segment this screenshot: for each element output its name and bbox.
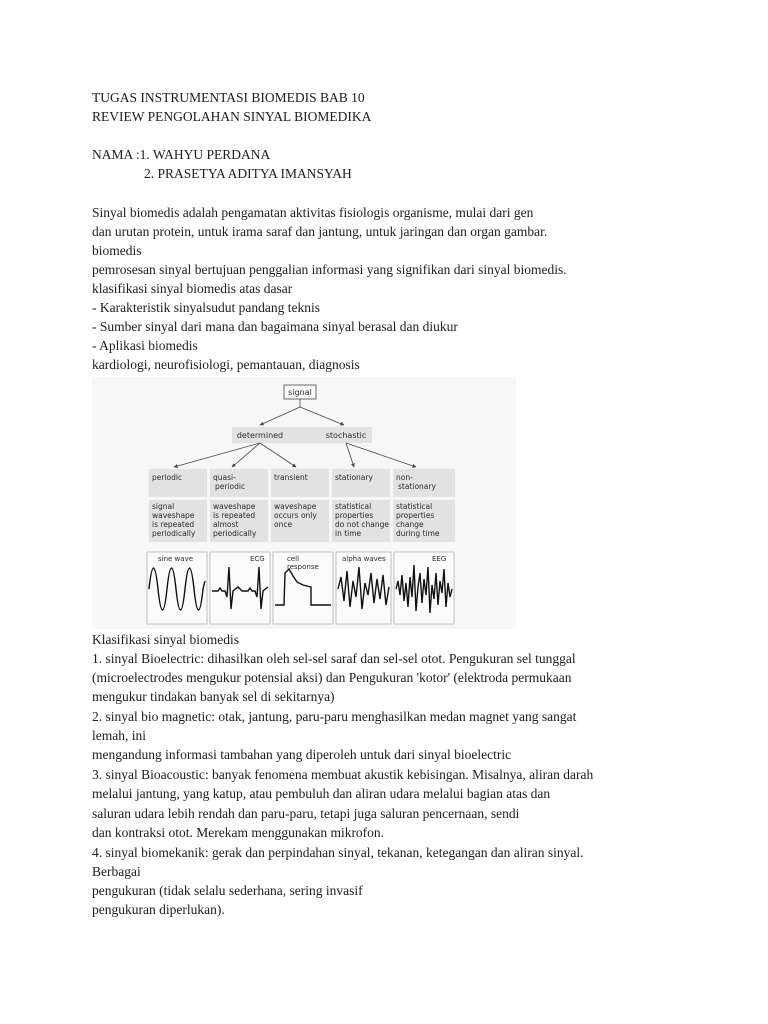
description-text: during time [396, 529, 440, 538]
author-name-2: 2. PRASETYA ADITYA IMANSYAH [144, 166, 352, 181]
connector-arrow [260, 443, 296, 467]
doc-title-line-2: REVIEW PENGOLAHAN SINYAL BIOMEDIKA [92, 109, 372, 124]
description-text: statistical [396, 502, 433, 511]
description-text: do not change [335, 520, 390, 529]
connector-arrow [346, 443, 416, 467]
description-text: properties [335, 511, 374, 520]
connector-arrow [260, 407, 300, 425]
body-heading: Klasifikasi sinyal biomedis [92, 632, 239, 647]
body-line: mengukur tindakan banyak sel di sekitarnya) [92, 689, 335, 704]
intro-line: biomedis [92, 243, 142, 258]
doc-title-line-1: TUGAS INSTRUMENTASI BIOMEDIS BAB 10 [92, 90, 365, 105]
waveform-label: response [287, 563, 319, 571]
description-text: is repeated [152, 520, 195, 529]
waveform-label: alpha waves [342, 555, 386, 563]
intro-line: - Sumber sinyal dari mana dan bagaimana sinyal berasal dan diukur [92, 319, 458, 334]
description-text: change [396, 520, 424, 529]
waveform-label: ECG [250, 555, 265, 563]
intro-line: pemrosesan sinyal bertujuan penggalian informasi yang signifikan dari sinyal biomedis. [92, 262, 567, 277]
waveform-label: EEG [432, 555, 447, 563]
intro-line: - Aplikasi biomedis [92, 338, 198, 353]
body-line: (microelectrodes mengukur potensial aksi) dan Pengukuran 'kotor' (elektroda permukaan [92, 670, 572, 685]
description-text: properties [396, 511, 435, 520]
signal-classification-diagram [92, 377, 516, 629]
description-text: in time [335, 529, 362, 538]
waveform-label: cell [287, 555, 300, 563]
description-text: waveshape [213, 502, 256, 511]
determined-label: determined [236, 431, 284, 440]
category-periodic-label: periodic [152, 473, 183, 482]
intro-line: klasifikasi sinyal biomedis atas dasar [92, 281, 293, 296]
description-text: once [274, 520, 293, 529]
description-text: periodically [152, 529, 196, 538]
description-text: waveshape [152, 511, 195, 520]
stochastic-label: stochastic [325, 431, 367, 440]
description-text: periodically [213, 529, 257, 538]
signal-root-label: signal [288, 388, 312, 397]
connector-arrow [300, 407, 344, 425]
intro-line: Sinyal biomedis adalah pengamatan aktivitas fisiologis organisme, mulai dari gen [92, 205, 534, 220]
signal-classification-figure [92, 377, 516, 629]
description-text: statistical [335, 502, 372, 511]
category-stationary-label: stationary [335, 473, 373, 482]
body-line: 2. sinyal bio magnetic: otak, jantung, paru-paru menghasilkan medan magnet yang sangat [92, 709, 577, 724]
body-line: lemah, ini [92, 728, 146, 743]
body-line: mengandung informasi tambahan yang diperoleh untuk dari sinyal bioelectric [92, 747, 512, 762]
body-line: Berbagai [92, 864, 141, 879]
intro-line: - Karakteristik sinyalsudut pandang teknis [92, 300, 320, 315]
body-line: melalui jantung, yang katup, atau pembuluh dan aliran udara melalui bagian atas dan [92, 786, 551, 801]
category-non-stationary-label: stationary [398, 482, 436, 491]
connector-arrow [174, 443, 260, 467]
body-line: saluran udara lebih rendah dan paru-paru, tetapi juga saluran pencernaan, sendi [92, 806, 520, 821]
waveform-label: sine wave [158, 555, 194, 563]
body-line: pengukuran diperlukan). [92, 902, 225, 917]
author-name-1: NAMA :1. WAHYU PERDANA [92, 147, 271, 162]
connector-arrow [346, 443, 354, 467]
body-line: dan kontraksi otot. Merekam menggunakan mikrofon. [92, 825, 385, 840]
body-line: pengukuran (tidak selalu sederhana, sering invasif [92, 883, 363, 898]
intro-line: dan urutan protein, untuk irama saraf dan jantung, untuk jaringan dan organ gambar. [92, 224, 548, 239]
category-quasi-periodic-label: periodic [215, 482, 246, 491]
category-quasi-periodic-label: quasi- [213, 473, 236, 482]
description-text: almost [213, 520, 239, 529]
body-line: 3. sinyal Bioacoustic: banyak fenomena membuat akustik kebisingan. Misalnya, aliran darah [92, 767, 594, 782]
description-text: signal [152, 502, 175, 511]
body-line: 4. sinyal biomekanik: gerak dan perpindahan sinyal, tekanan, ketegangan dan aliran sinyal. [92, 845, 584, 860]
category-non-stationary-label: non- [396, 473, 413, 482]
intro-line: kardiologi, neurofisiologi, pemantauan, diagnosis [92, 357, 360, 372]
category-transient-label: transient [274, 473, 308, 482]
description-text: waveshape [274, 502, 317, 511]
description-text: occurs only [274, 511, 317, 520]
body-line: 1. sinyal Bioelectric: dihasilkan oleh sel-sel saraf dan sel-sel otot. Pengukuran sel tunggal [92, 651, 576, 666]
description-text: is repeated [213, 511, 256, 520]
